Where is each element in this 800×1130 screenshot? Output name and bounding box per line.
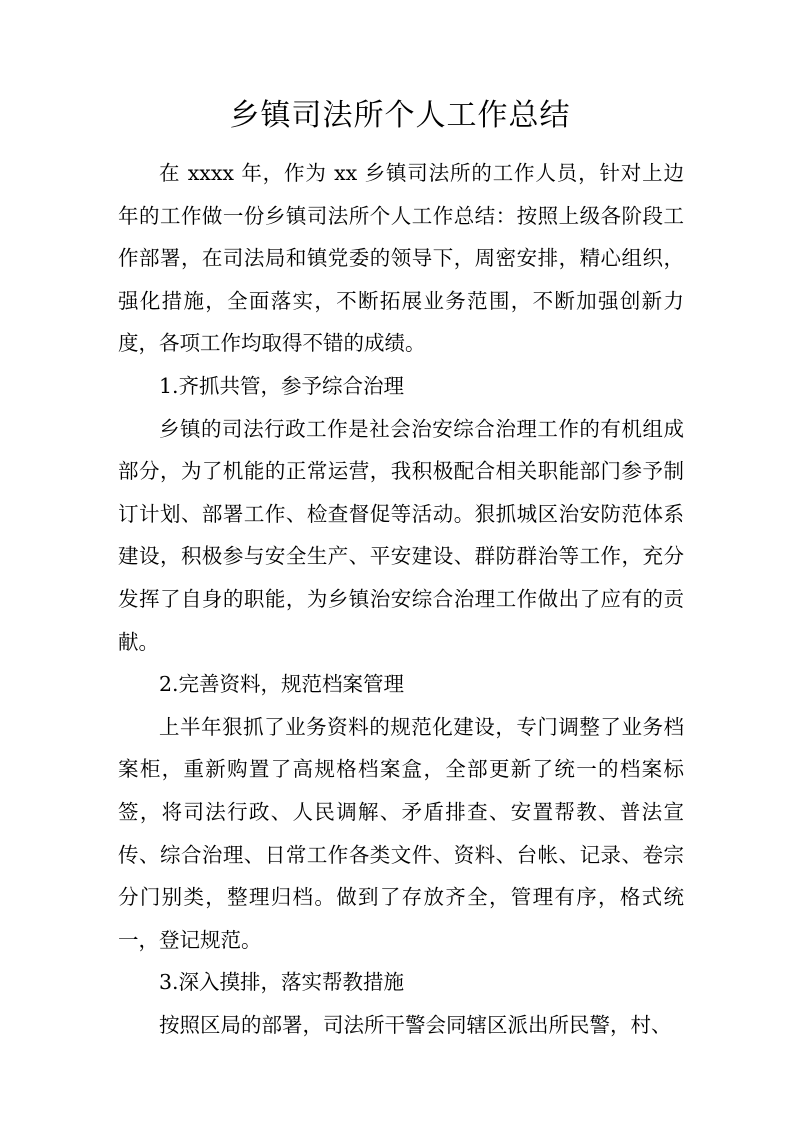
section-heading-2: 2.完善资料，规范档案管理 — [159, 672, 405, 697]
paragraph-intro: 在 xxxx 年，作为 xx 乡镇司法所的工作人员，针对上边年的工作做一份乡镇司法所个人工作总结：按照上级各阶段工作部署，在司法局和镇党委的领导下，周密安排，精心组织，强化措施，全面落实，不断拓展业务范围，不断加强创新力度，各项工作均取得不错的成绩。 — [118, 161, 684, 356]
section-heading-3: 3.深入摸排，落实帮教措施 — [159, 970, 405, 995]
paragraph-section-1: 乡镇的司法行政工作是社会治安综合治理工作的有机组成部分，为了机能的正常运营，我积极配合相关职能部门参予制订计划、部署工作、检查督促等活动。狠抓城区治安防范体系建设，积极参与安全生产、平安建设、群防群治等工作，充分发挥了自身的职能，为乡镇治安综合治理工作做出了应有的贡献。 — [118, 416, 684, 654]
section-heading-1: 1.齐抓共管，参予综合治理 — [159, 373, 405, 398]
paragraph-section-3: 按照区局的部署，司法所干警会同辖区派出所民警，村、 — [159, 1012, 672, 1037]
document-title: 乡镇司法所个人工作总结 — [229, 98, 571, 133]
paragraph-section-2: 上半年狠抓了业务资料的规范化建设，专门调整了业务档案柜，重新购置了高规格档案盒，全部更新了统一的档案标签，将司法行政、人民调解、矛盾排查、安置帮教、普法宣传、综合治理、日常工作各类文件、资料、台帐、记录、卷宗分门别类，整理归档。做到了存放齐全，管理有序，格式统一，登记规范。 — [118, 714, 684, 952]
document-body — [118, 152, 684, 1046]
